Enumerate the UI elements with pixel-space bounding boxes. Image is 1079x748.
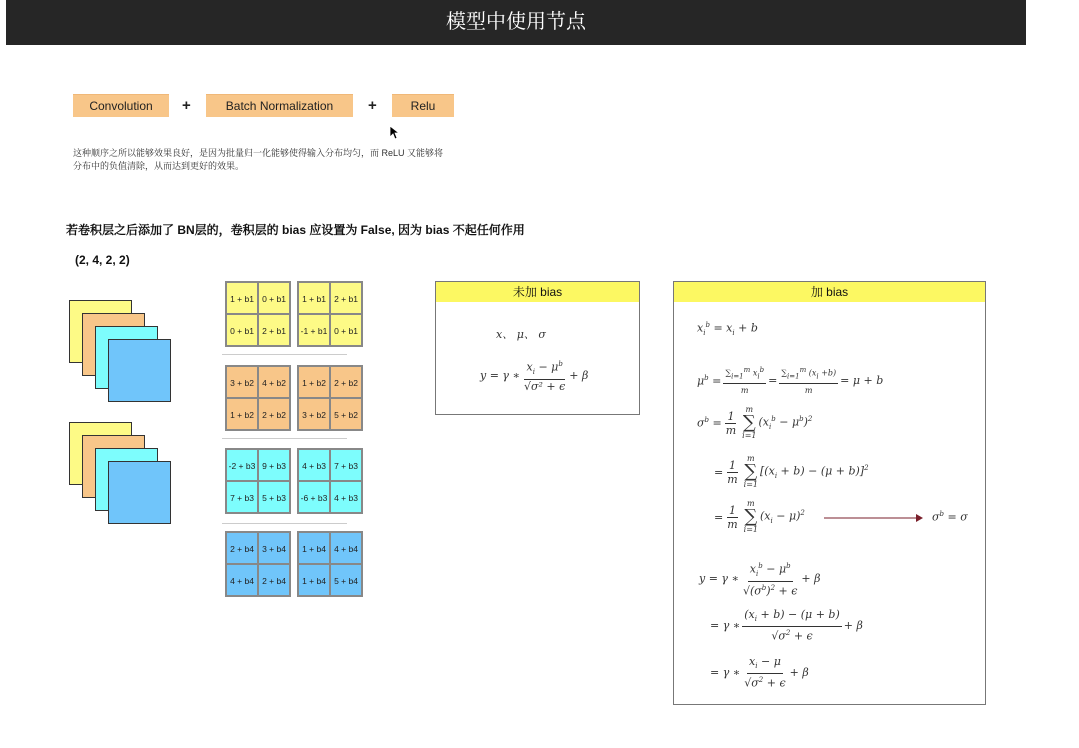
- grid-cell: 3 + b4: [258, 532, 290, 564]
- tensor-grid-channel-4-right: [297, 531, 363, 597]
- panel-with-bias: [673, 281, 986, 705]
- grid-cell: 5 + b4: [330, 564, 362, 596]
- grid-cell: 2 + b2: [330, 366, 362, 398]
- equation-sigmab-3: = $\frac{1}{m}$ m ∑ i=1 $(x_i - \mu)^2$: [714, 499, 805, 534]
- formula-no-bias: y = γ ∗ $\frac{x_i - \mu^b}{\text{√σ² + ϵ}}$ + β: [480, 360, 589, 393]
- tensor-grid-channel-1-left: [225, 281, 291, 347]
- grid-cell: 4 + b3: [298, 449, 330, 481]
- grid-cell: 3 + b2: [298, 398, 330, 430]
- explanation-text: 这种顺序之所以能够效果良好，是因为批量归一化能够使得输入分布均匀，而 ReLU 又能够将 分布中的负值清除，从而达到更好的效果。: [73, 148, 444, 171]
- grid-cell: 4 + b4: [226, 564, 258, 596]
- grid-cell: 1 + b2: [298, 366, 330, 398]
- tensor-grid-channel-3-right: [297, 448, 363, 514]
- grid-cell: 1 + b1: [298, 282, 330, 314]
- section-heading: 若卷积层之后添加了 BN层的，卷积层的 bias 应设置为 False, 因为 bias 不起任何作用: [66, 223, 525, 237]
- grid-cell: 4 + b2: [258, 366, 290, 398]
- tensor-grid-channel-2-right: [297, 365, 363, 431]
- grid-cell: -2 + b3: [226, 449, 258, 481]
- panel-no-bias: [435, 281, 640, 415]
- grid-cell: 2 + b1: [330, 282, 362, 314]
- grid-cell: 2 + b4: [258, 564, 290, 596]
- mouse-cursor-icon: [389, 125, 399, 140]
- result-sigmab: $\sigma^b = \sigma$: [932, 510, 968, 524]
- equation-y-2: = γ ∗ $\frac{(x_i + b) - (\mu + b)}{√\sigma^2 + \epsilon}$ + β: [710, 608, 863, 643]
- feature-map-square: [108, 339, 171, 402]
- grid-cell: 9 + b3: [258, 449, 290, 481]
- title-bar: [6, 0, 1026, 45]
- grid-cell: -6 + b3: [298, 481, 330, 513]
- grid-separator: [222, 438, 347, 439]
- plus-sign: +: [182, 97, 191, 114]
- grid-separator: [222, 523, 347, 524]
- equation-sigmab-2: = $\frac{1}{m}$ m ∑ i=1 $[(x_i + b) - (\mu + b)]^2$: [714, 454, 869, 489]
- grid-cell: 5 + b3: [258, 481, 290, 513]
- page-title: 模型中使用节点: [446, 11, 586, 33]
- grid-cell: 2 + b2: [258, 398, 290, 430]
- grid-cell: 0 + b1: [330, 314, 362, 346]
- tensor-grid-channel-3-left: [225, 448, 291, 514]
- variables-list: x、 μ、 σ: [496, 328, 546, 341]
- equation-y-1: y = γ ∗ $\frac{x_i^b - \mu^b}{√(\sigma^b)^2 + \epsilon}$ + β: [699, 562, 821, 598]
- grid-cell: 4 + b4: [330, 532, 362, 564]
- batch-normalization-block: Batch Normalization: [206, 94, 353, 117]
- equation-mub: $\mu^b$ = $\frac{\sum_{i=1}^m x_i^b}{m}$ = $\frac{\sum_{i=1}^m (x_i +b)}{m}$ = μ + b: [697, 366, 884, 396]
- grid-cell: 1 + b2: [226, 398, 258, 430]
- grid-separator: [222, 354, 347, 355]
- panel-no-bias-title: 未加 bias: [436, 282, 639, 302]
- equation-sigmab-1: $\sigma^b$ = $\frac{1}{m}$ m ∑ i=1 $(x_i^b - \mu^b)^2$: [697, 405, 813, 440]
- tensor-grid-channel-4-left: [225, 531, 291, 597]
- grid-cell: 2 + b1: [258, 314, 290, 346]
- grid-cell: 1 + b4: [298, 564, 330, 596]
- grid-cell: 5 + b2: [330, 398, 362, 430]
- panel-with-bias-title: 加 bias: [674, 282, 985, 302]
- grid-cell: 1 + b4: [298, 532, 330, 564]
- grid-cell: 0 + b1: [226, 314, 258, 346]
- plus-sign: +: [368, 97, 377, 114]
- grid-cell: 0 + b1: [258, 282, 290, 314]
- relu-block: Relu: [392, 94, 454, 117]
- grid-cell: 1 + b1: [226, 282, 258, 314]
- tensor-grid-channel-1-right: [297, 281, 363, 347]
- feature-map-square: [108, 461, 171, 524]
- grid-cell: 2 + b4: [226, 532, 258, 564]
- grid-cell: 7 + b3: [330, 449, 362, 481]
- convolution-block: Convolution: [73, 94, 169, 117]
- arrow-right-icon: [824, 512, 924, 524]
- grid-cell: 4 + b3: [330, 481, 362, 513]
- grid-cell: -1 + b1: [298, 314, 330, 346]
- tensor-shape: (2, 4, 2, 2): [75, 253, 130, 267]
- equation-y-3: = γ ∗ $\frac{x_i - \mu}{√\sigma^2 + \epsilon}$ + β: [710, 655, 809, 690]
- grid-cell: 3 + b2: [226, 366, 258, 398]
- grid-cell: 7 + b3: [226, 481, 258, 513]
- tensor-grid-channel-2-left: [225, 365, 291, 431]
- equation-xb: $x_i^b = x_i + b$: [697, 321, 758, 337]
